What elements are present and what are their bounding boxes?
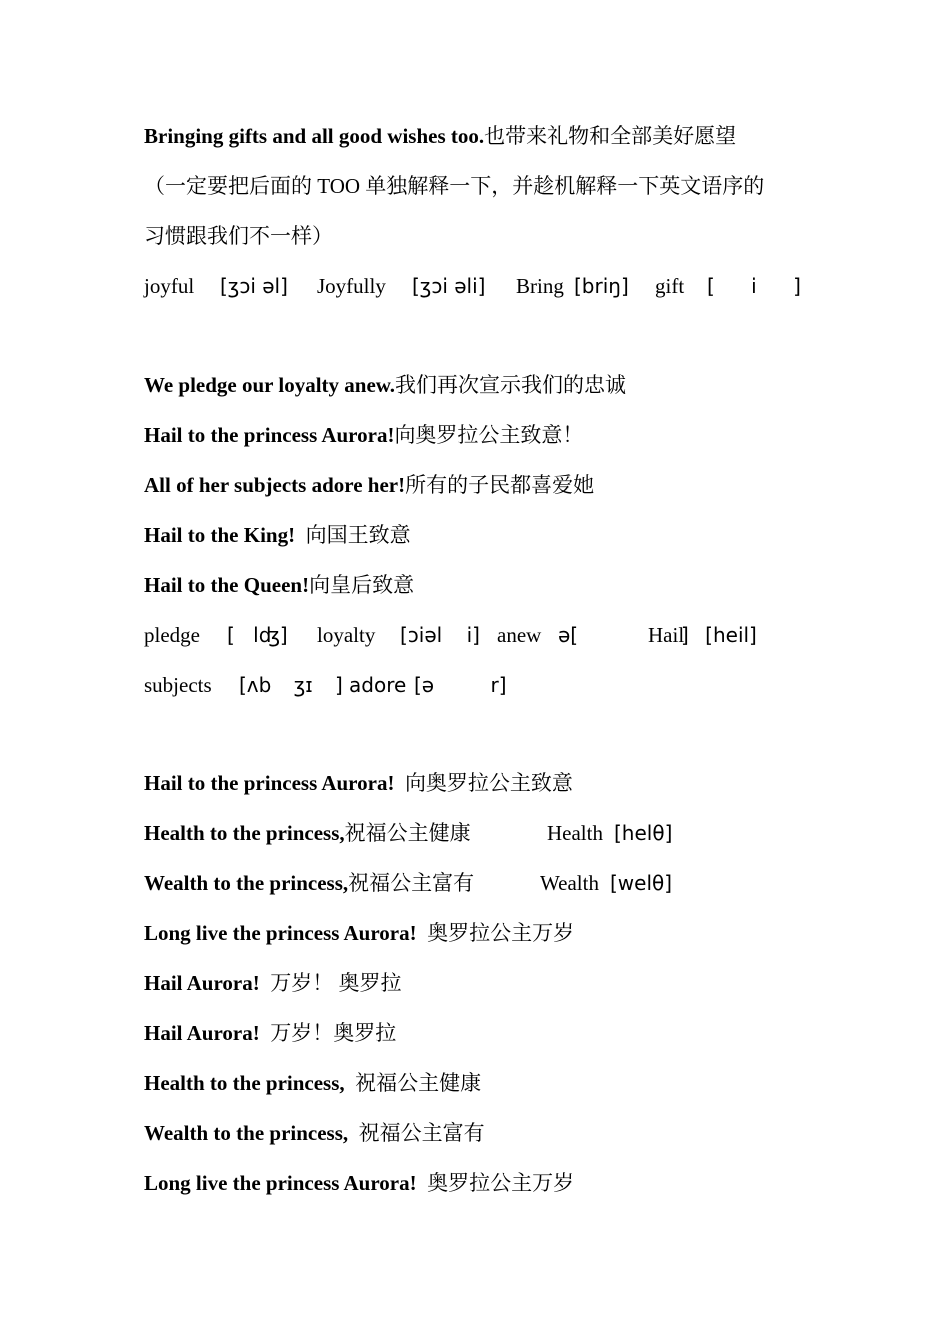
line-english: Hail to the Queen! bbox=[144, 573, 310, 597]
health-line bbox=[144, 969, 401, 997]
line-english: Wealth to the princess, bbox=[144, 1121, 349, 1145]
line-chinese: 向国王致意 bbox=[305, 523, 411, 547]
vocab-ipa: [welθ] bbox=[610, 871, 673, 895]
health-line bbox=[144, 869, 824, 897]
vocab-ipa: [ʒɔi əli] bbox=[412, 274, 486, 298]
vocab-word: pledge bbox=[144, 623, 200, 647]
line-english: Long live the princess Aurora! bbox=[144, 1171, 417, 1195]
health-line bbox=[144, 1119, 485, 1147]
health-line bbox=[144, 769, 573, 797]
vocab-word: Wealth bbox=[540, 871, 599, 895]
line-chinese: 祝福公主富有 bbox=[358, 1121, 485, 1145]
pledge-line bbox=[144, 521, 411, 549]
line-english: Hail Aurora! bbox=[144, 971, 260, 995]
line-chinese: 奥罗拉公主万岁 bbox=[427, 1171, 575, 1195]
line-english: All of her subjects adore her! bbox=[144, 473, 406, 497]
line-chinese: 万岁！奥罗拉 bbox=[270, 1021, 397, 1045]
health-line bbox=[144, 1069, 481, 1097]
health-line bbox=[144, 919, 574, 947]
vocab-word: loyalty bbox=[317, 623, 376, 647]
intro-note-line-1 bbox=[144, 172, 764, 200]
vocab-ipa: [ɔiəl i] bbox=[400, 623, 480, 647]
line-chinese: 奥罗拉公主万岁 bbox=[427, 921, 575, 945]
health-line bbox=[144, 1019, 396, 1047]
vocab-ipa: ə[ bbox=[558, 623, 579, 647]
vocab-ipa: [ lʤ] bbox=[227, 623, 288, 647]
vocab-word: Hail bbox=[648, 623, 685, 647]
intro-note-2: 习惯跟我们不一样） bbox=[144, 224, 333, 248]
vocab-word: anew bbox=[497, 623, 542, 647]
line-english: Health to the princess, bbox=[144, 821, 345, 845]
vocab-word: subjects bbox=[144, 673, 212, 697]
line-chinese: 我们再次宣示我们的忠诚 bbox=[395, 373, 627, 397]
line-english: Hail to the princess Aurora! bbox=[144, 771, 395, 795]
line-english: Hail to the princess Aurora! bbox=[144, 423, 395, 447]
intro-note-line-2 bbox=[144, 222, 333, 250]
pledge-line bbox=[144, 371, 626, 399]
vocab-ipa: [ʌb ʒɪ ] bbox=[239, 673, 343, 697]
line-chinese: 祝福公主富有 bbox=[348, 871, 475, 895]
intro-chinese: 也带来礼物和全部美好愿望 bbox=[484, 124, 737, 148]
line-chinese: 祝福公主健康 bbox=[355, 1071, 482, 1095]
vocab-ipa: [ʒɔi əl] bbox=[220, 274, 288, 298]
vocab-ipa: [helθ] bbox=[614, 821, 673, 845]
line-chinese: 祝福公主健康 bbox=[344, 821, 471, 845]
intro-english: Bringing gifts and all good wishes too. bbox=[144, 124, 485, 148]
line-chinese: 万岁！ 奥罗拉 bbox=[270, 971, 402, 995]
line-chinese: 向皇后致意 bbox=[309, 573, 415, 597]
intro-line bbox=[144, 122, 736, 150]
line-english: Hail Aurora! bbox=[144, 1021, 260, 1045]
line-chinese: 所有的子民都喜爱她 bbox=[405, 473, 595, 497]
pledge-line bbox=[144, 471, 594, 499]
vocab-word: Joyfully bbox=[317, 274, 386, 298]
health-line bbox=[144, 1169, 574, 1197]
pledge-vocab-row-2 bbox=[144, 671, 824, 699]
line-english: Wealth to the princess, bbox=[144, 871, 349, 895]
pledge-vocab-row bbox=[144, 621, 824, 649]
line-chinese: 向奥罗拉公主致意！ bbox=[394, 423, 584, 447]
vocab-ipa: [ə r] bbox=[414, 673, 507, 697]
vocab-ipa: [ i ] bbox=[707, 274, 801, 298]
line-english: Hail to the King! bbox=[144, 523, 296, 547]
line-english: We pledge our loyalty anew. bbox=[144, 373, 396, 397]
line-english: Long live the princess Aurora! bbox=[144, 921, 417, 945]
vocab-ipa: [briŋ] bbox=[574, 274, 629, 298]
intro-vocab-row bbox=[144, 272, 824, 300]
vocab-ipa: ] [heil] bbox=[681, 623, 757, 647]
vocab-word: gift bbox=[655, 274, 685, 298]
intro-note-1: （一定要把后面的 TOO 单独解释一下，并趁机解释一下英文语序的 bbox=[144, 174, 765, 198]
health-line bbox=[144, 819, 824, 847]
line-chinese: 向奥罗拉公主致意 bbox=[404, 771, 573, 795]
pledge-line bbox=[144, 421, 583, 449]
pledge-line bbox=[144, 571, 414, 599]
vocab-word: adore bbox=[349, 673, 407, 697]
vocab-word: Health bbox=[547, 821, 603, 845]
vocab-word: joyful bbox=[144, 274, 195, 298]
line-english: Health to the princess, bbox=[144, 1071, 345, 1095]
vocab-word: Bring bbox=[516, 274, 564, 298]
